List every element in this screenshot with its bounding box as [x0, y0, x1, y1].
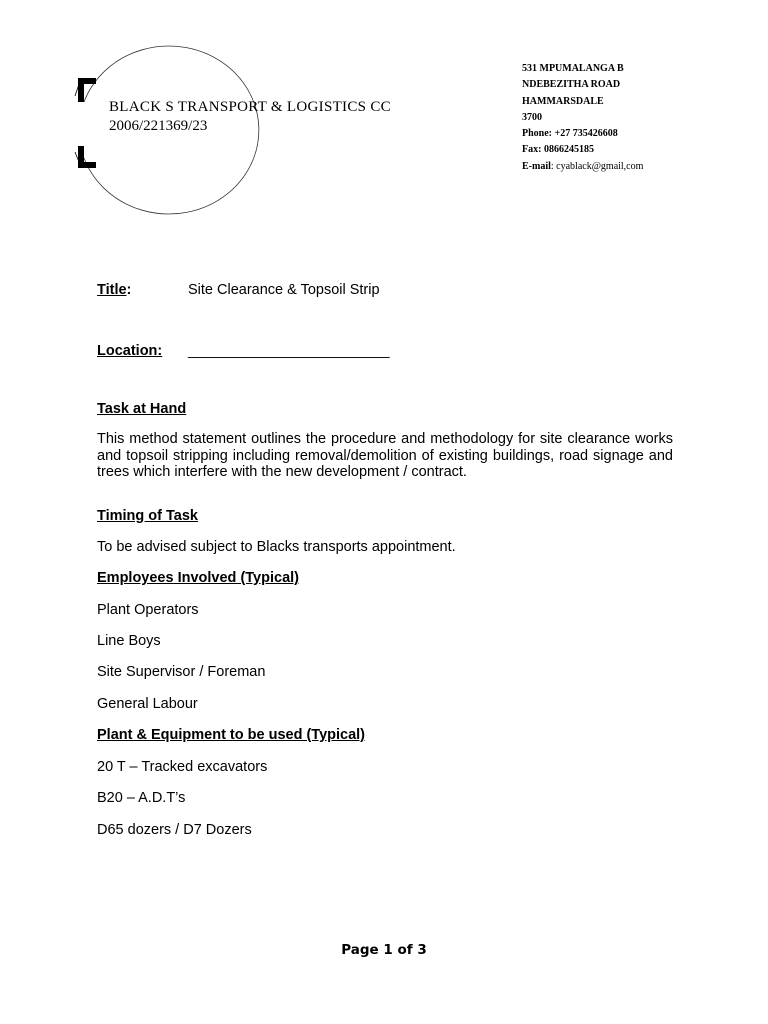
address-line-2: NDEBEZITHA ROAD — [522, 79, 621, 91]
address-block — [522, 61, 643, 175]
company-name: BLACK S TRANSPORT & LOGISTICS CC — [109, 99, 391, 115]
employee-item: General Labour — [97, 696, 198, 712]
timing-heading: Timing of Task — [97, 508, 198, 524]
task-paragraph: This method statement outlines the procedure and methodology for site clearance works and topsoil stripping including removal/demolition of existing buildings, road signage and trees which interfere with the new development / contract. — [97, 431, 673, 481]
plant-item: D65 dozers / D7 Dozers — [97, 822, 252, 838]
title-colon: : — [126, 282, 132, 298]
logo-bracket-bottom — [78, 146, 96, 168]
email-value: : cyablack@gmail,com — [550, 160, 644, 172]
address-line-4: 3700 — [522, 111, 542, 123]
plant-heading: Plant & Equipment to be used (Typical) — [97, 727, 366, 743]
employee-item: Line Boys — [97, 633, 161, 649]
employees-heading: Employees Involved (Typical) — [97, 570, 299, 586]
fax-value: : 0866245185 — [538, 144, 594, 156]
fax-label: Fax — [522, 144, 539, 156]
company-registration: 2006/221369/23 — [109, 118, 208, 134]
logo-bracket-top — [78, 78, 96, 102]
phone-value: : +27 735426608 — [548, 128, 618, 140]
title-label-wrap — [97, 282, 131, 298]
employee-item: Site Supervisor / Foreman — [97, 664, 266, 680]
employee-item: Plant Operators — [97, 602, 199, 618]
plant-item: B20 – A.D.T’s — [97, 790, 186, 806]
title-value: Site Clearance & Topsoil Strip — [188, 282, 380, 298]
title-label: Title — [97, 282, 127, 298]
task-heading: Task at Hand — [97, 401, 187, 417]
plant-item: 20 T – Tracked excavators — [97, 759, 268, 775]
email-line — [522, 159, 643, 175]
location-label: Location: — [97, 343, 163, 359]
timing-text: To be advised subject to Blacks transports appointment. — [97, 539, 456, 555]
address-line-3: HAMMARSDALE — [522, 95, 604, 107]
page-number: Page 1 of 3 — [341, 942, 427, 958]
address-line-1: 531 MPUMALANGA B — [522, 63, 624, 74]
fax-line — [522, 142, 643, 158]
phone-line — [522, 126, 643, 142]
phone-label: Phone — [522, 128, 549, 140]
location-value: _________________________ — [188, 343, 390, 359]
email-label: E-mail — [522, 160, 551, 172]
